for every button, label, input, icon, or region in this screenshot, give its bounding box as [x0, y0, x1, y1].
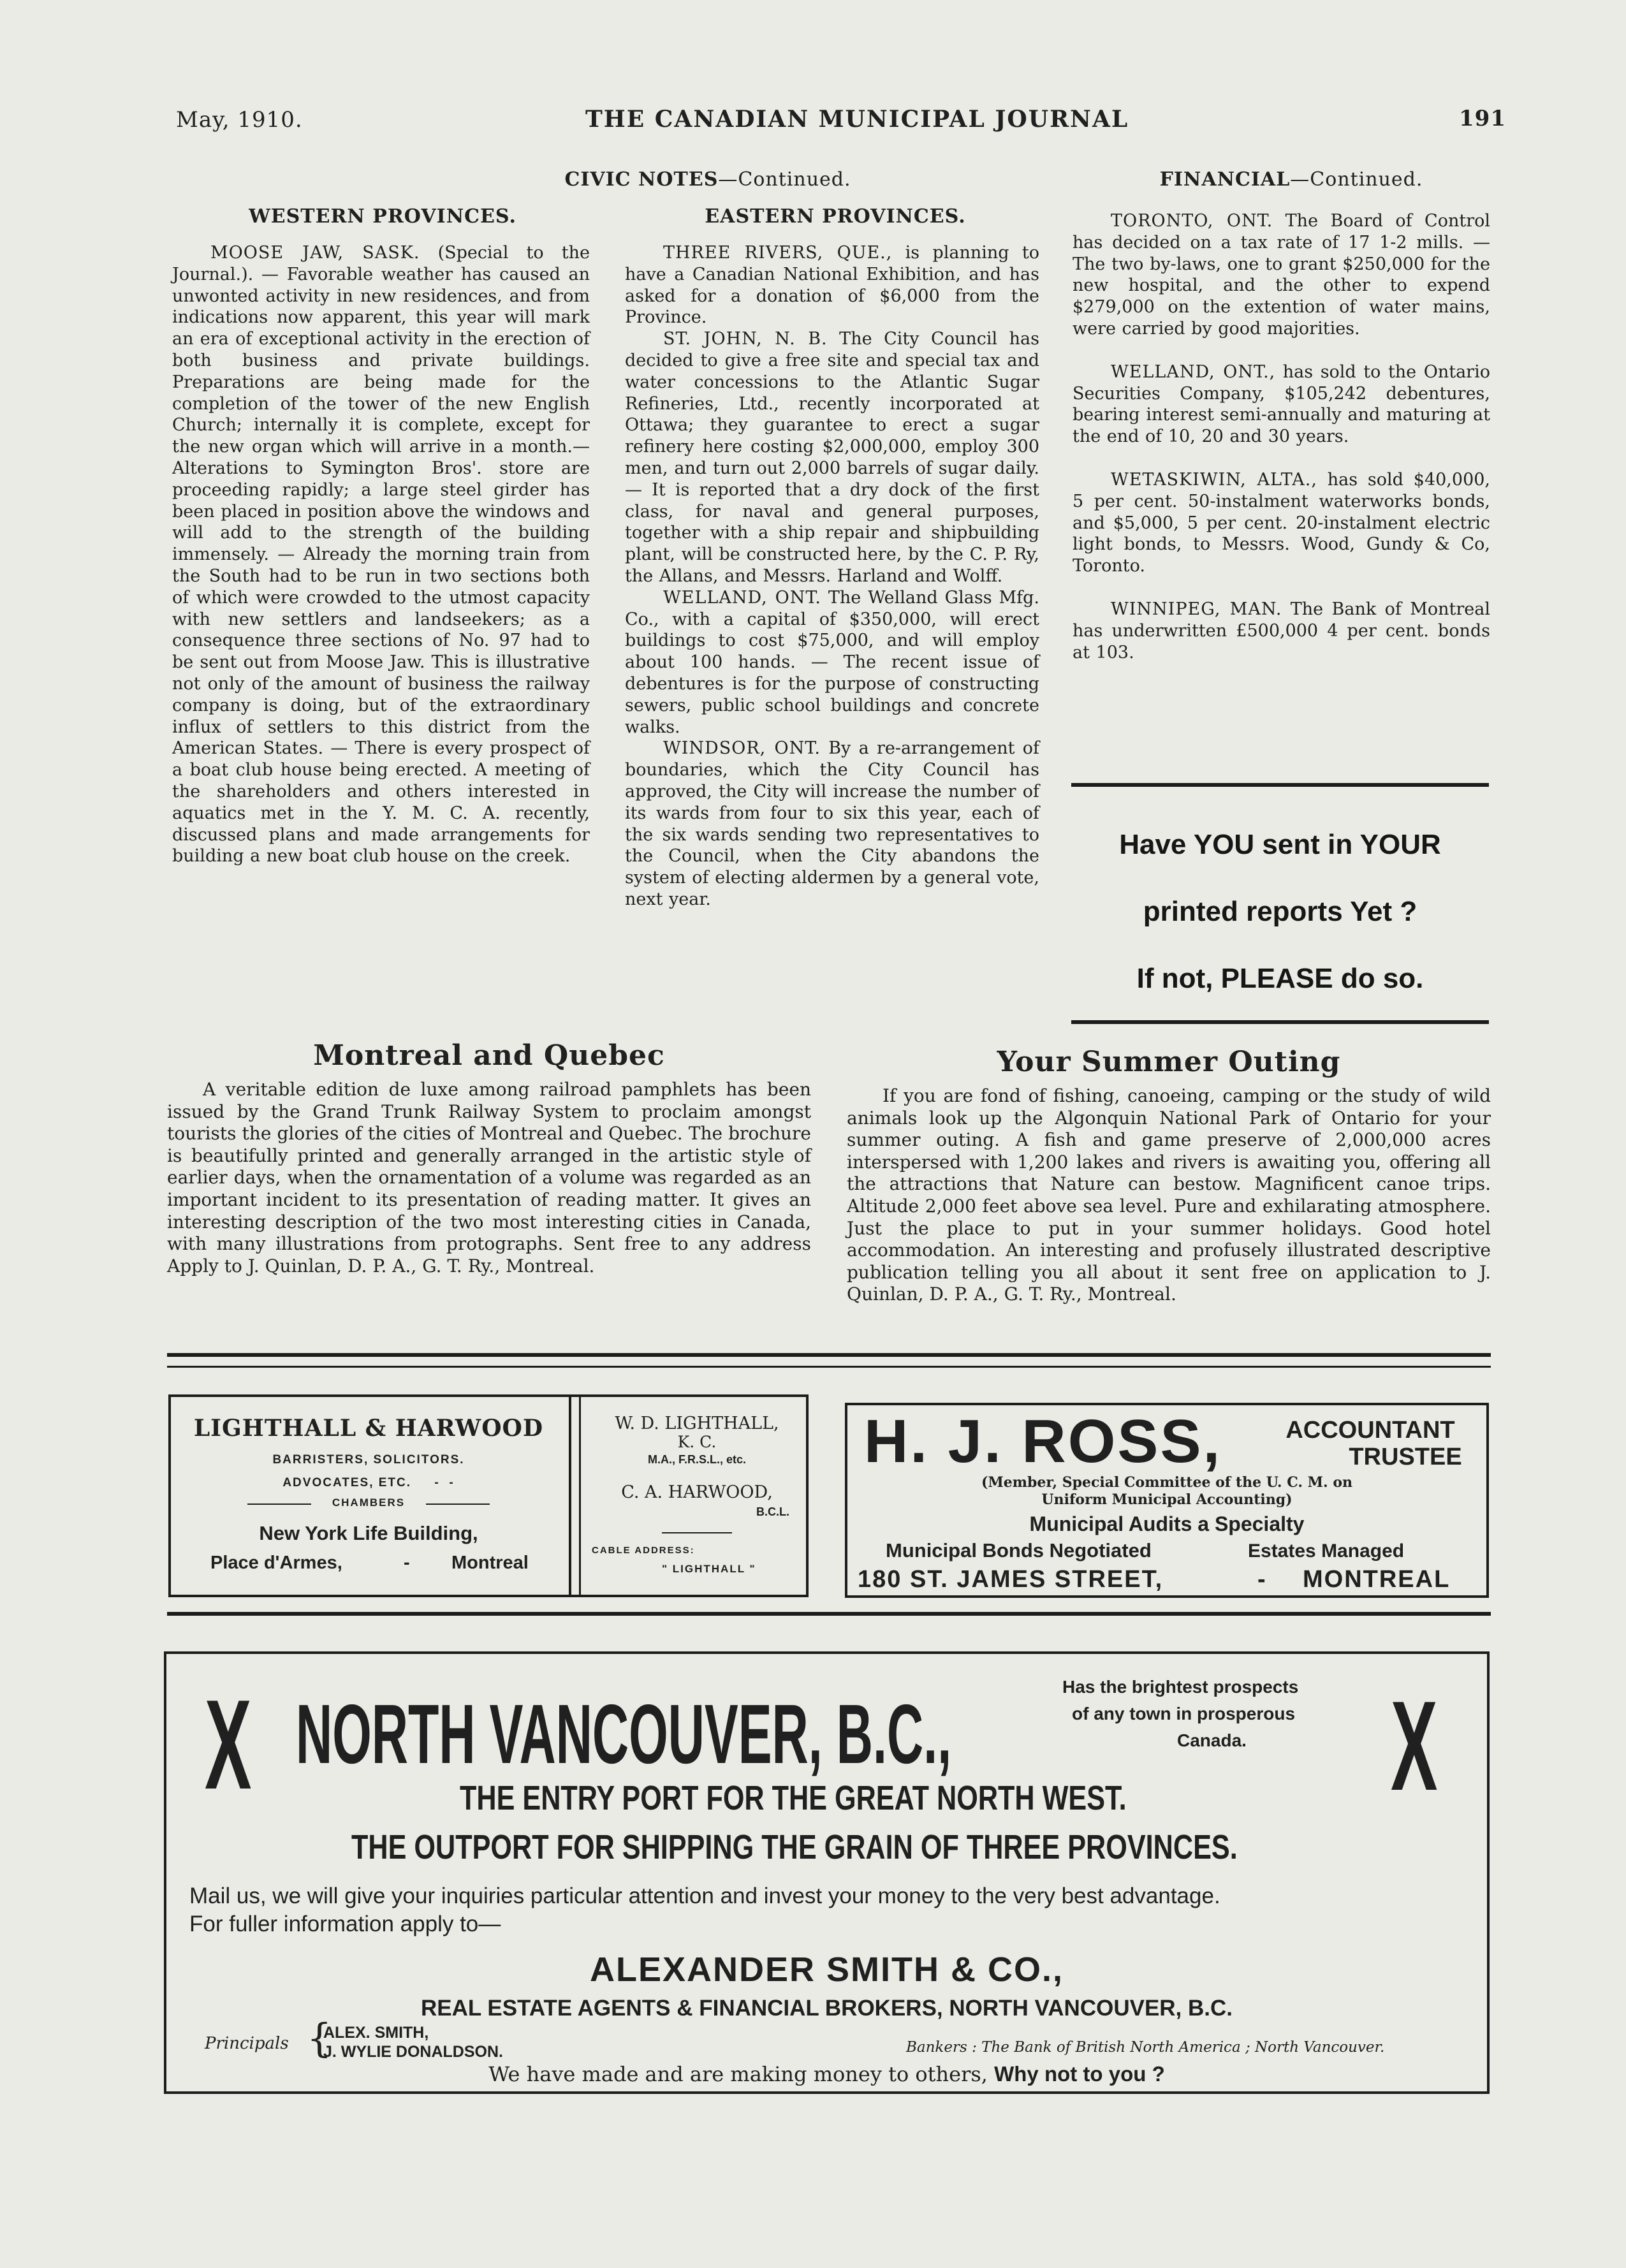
ross-address-dash: -	[1257, 1566, 1266, 1593]
bankers-line: Bankers : The Bank of British North America ; North Vancouver.	[906, 2039, 1385, 2056]
news-text: is planning to have a Canadian National Exhibition, and has asked for a donation of $6,000 from the Province.	[625, 243, 1039, 328]
western-provinces-column	[172, 242, 590, 867]
news-text: has sold to the Ontario Securities Company, $105,242 debentures, bearing interest semi-annually and maturing at the end of 10, 20 and 30 years.	[1073, 362, 1490, 447]
lighthall-harwood-ad	[168, 1394, 809, 1597]
notice-line-3: If not, PLEASE do so.	[1136, 963, 1424, 994]
hj-ross-ad	[845, 1403, 1489, 1598]
chambers-rule-right	[426, 1503, 490, 1505]
closing-line	[166, 2062, 1487, 2086]
company-agents: REAL ESTATE AGENTS & FINANCIAL BROKERS, NORTH VANCOUVER, B.C.	[420, 1996, 1233, 2021]
news-text: The City Council has decided to give a free site and special tax and water concessions to the Atlantic Sugar Refineries, Ltd., recently incorporated at Ottawa; they guarantee to erect a sugar refinery here costing $2,000,000, employ 300 men, and turn out 2,000 barrels of sugar daily.— It is reported that a dry dock of the first class, for naval and general purposes, together with a ship repair and shipbuilding plant, will be constructed here, by the C. P. Ry, the Allans, and Messrs. Harland and Wolff.	[625, 329, 1040, 586]
montreal-quebec-article	[167, 1079, 811, 1277]
ross-title-accountant: ACCOUNTANT	[1285, 1417, 1455, 1444]
news-item	[1073, 210, 1490, 340]
news-place: ST. JOHN, N. B.	[663, 329, 828, 349]
partner1-degrees: M.A., F.R.S.L., etc.	[647, 1453, 747, 1466]
news-item	[1073, 469, 1490, 577]
firm-professions: BARRISTERS, SOLICITORS.	[272, 1453, 465, 1467]
article-text: If you are fond of fishing, canoeing, camping or the study of wild animals look up the Algonquin National Park of Ontario for your summer outing. A fish and game preserve of 2,000,000 acres interspersed with 1,200 lakes and rivers is awaiting you, offering all the attractions that Nature can bestow. Magnificent canoe trips. Altitude 2,000 feet above sea level. Pure and exhilarating atmosphere. Just the place to put in your summer holidays. Good hotel accommodation. An interesting and profusely illustrated descriptive publication telling you all about it sent free on application to J. Quinlan, D. P. A., G. T. Ry., Montreal.	[847, 1085, 1491, 1305]
prospects-line-2: of any town in prosperous	[1072, 1704, 1296, 1723]
news-item	[625, 328, 1039, 587]
vancouver-headline: NORTH VANCOUVER, B.C.,	[296, 1687, 952, 1781]
principals-label: Principals	[205, 2034, 289, 2053]
firm-place: Place d'Armes,	[210, 1553, 342, 1573]
civic-notes-continued: —Continued.	[718, 168, 851, 191]
lighthall-divider-1	[569, 1397, 571, 1595]
partner2-degrees: B.C.L.	[756, 1505, 789, 1518]
chambers-label: CHAMBERS	[332, 1496, 406, 1509]
financial-column	[1073, 210, 1490, 663]
news-item	[625, 587, 1039, 738]
principal-1: ALEX. SMITH,	[323, 2024, 429, 2042]
news-place: WINDSOR, ONT.	[663, 738, 821, 759]
ross-specialty: Municipal Audits a Specialty	[1029, 1512, 1305, 1535]
news-text: The Board of Control has decided on a tax rate of 17 1-2 mills. — The two by-laws, one to grant $250,000 for the new hospital, and the other to expend $279,000 on the extention of water mains, were carried by good majorities.	[1073, 211, 1490, 339]
x-mark-right: X	[1391, 1675, 1438, 1817]
notice-top-rule	[1071, 783, 1489, 787]
firm-place-dash: -	[404, 1553, 410, 1573]
news-place: WETASKIWIN, ALTA.,	[1111, 469, 1317, 490]
ross-estates: Estates Managed	[1248, 1540, 1405, 1562]
north-vancouver-ad	[164, 1651, 1490, 2094]
prospects-line-3: Canada.	[1177, 1730, 1247, 1750]
notice-bottom-rule	[1071, 1020, 1489, 1024]
x-mark-left: X	[205, 1674, 252, 1816]
cable-rule	[662, 1532, 732, 1533]
prospects-line-1: Has the brightest prospects	[1062, 1677, 1299, 1697]
mail-us-text: Mail us, we will give your inquiries particular attention and invest your money to the very best advantage.	[189, 1884, 1220, 1908]
eastern-provinces-column	[625, 242, 1039, 911]
lighthall-divider-2	[579, 1397, 581, 1595]
ads-top-rule	[167, 1353, 1491, 1357]
news-place: WINNIPEG, MAN.	[1111, 599, 1282, 619]
cable-label: CABLE ADDRESS:	[592, 1545, 695, 1556]
western-provinces-heading: WESTERN PROVINCES.	[249, 205, 516, 228]
ross-title-trustee: TRUSTEE	[1349, 1444, 1462, 1470]
news-place: THREE RIVERS, QUE.,	[663, 243, 893, 263]
civic-notes-heading	[357, 168, 1058, 191]
ross-membership: (Member, Special Committee of the U. C. M. on	[981, 1474, 1352, 1491]
page-number: 191	[1459, 106, 1506, 131]
ross-name: H. J. ROSS,	[864, 1407, 1222, 1475]
news-text: has sold $40,000, 5 per cent. 50-instalment waterworks bonds, and $5,000, 5 per cent. 20-instalment electric light bonds, to Messrs. Wood, Gundy & Co, Toronto.	[1073, 469, 1491, 576]
ross-address: 180 ST. JAMES STREET,	[858, 1566, 1164, 1593]
news-text: By a re-arrangement of boundaries, which the City Council has approved, the City will increase the number of its wards from four to six this year, each of the six wards sending two representatives to the Council, when the City abandons the system of electing aldermen by a general vote, next year.	[625, 738, 1039, 909]
closing-question: Why not to you ?	[994, 2062, 1165, 2086]
news-item	[625, 242, 1039, 328]
issue-date: May, 1910.	[176, 107, 303, 133]
civic-notes-title: CIVIC NOTES	[564, 168, 719, 191]
news-place: WELLAND, ONT.	[663, 587, 821, 608]
summer-outing-article	[847, 1085, 1491, 1306]
summer-outing-title: Your Summer Outing	[997, 1046, 1341, 1078]
principals-brace: {	[307, 2015, 332, 2061]
news-item	[625, 738, 1039, 910]
news-text: (Special to the Journal.). — Favorable weather has caused an unwonted activity in new residences, and from indications now apparent, this year will mark an era of exceptional activity in the erection of both business and private buildings. Preparations are being made for the completion of the tower of the new English Church; internally it is complete, except for the new organ which will arrive in a month.—Alterations to Symington Bros'. store are proceeding rapidly; a large steel girder has been placed in position above the windows and will add to the strength of the building immensely. — Already the morning train from the South had to be run in two sections both of which were crowded to the utmost capacity with new settlers and landseekers; as a consequence three sections of No. 97 had to be sent out from Moose Jaw. This is illustrative not only of the amount of business the railway company is doing, but of the extraordinary influx of settlers to this district from the American States. — There is every prospect of a boat club house being erected. A meeting of the shareholders and others interested in aquatics met in the Y. M. C. A. recently, discussed plans and made arrangements for building a new boat club house on the creek.	[172, 243, 590, 867]
ads-top-rule-thin	[167, 1366, 1491, 1368]
financial-title: FINANCIAL	[1159, 168, 1291, 191]
news-text: The Bank of Montreal has underwritten £500,000 4 per cent. bonds at 103.	[1073, 599, 1490, 662]
firm-name: LIGHTHALL & HARWOOD	[193, 1415, 544, 1442]
news-item	[1073, 599, 1490, 663]
ads-middle-rule	[167, 1612, 1491, 1616]
article-text: A veritable edition de luxe among railroad pamphlets has been issued by the Grand Trunk Railway System to proclaim amongst tourists the glories of the cities of Montreal and Quebec. The brochure is beautifully printed and generally arranged in the artistic style of earlier days, when the ornamentation of a volume was regarded as an important incident to its presentation of reading matter. It gives an interesting description of the two most interesting cities in Canada, with many illustrations from protographs. Sent free to any address Apply to J. Quinlan, D. P. A., G. T. Ry., Montreal.	[167, 1079, 811, 1277]
partner2-name: C. A. HARWOOD,	[621, 1482, 773, 1502]
partner1-kc: K. C.	[677, 1433, 717, 1451]
news-place: WELLAND, ONT.,	[1111, 362, 1276, 382]
company-name: ALEXANDER SMITH & CO.,	[589, 1950, 1064, 1989]
financial-continued: —Continued.	[1290, 168, 1423, 191]
notice-line-2: printed reports Yet ?	[1143, 896, 1417, 927]
ross-city: MONTREAL	[1303, 1566, 1451, 1593]
closing-text: We have made and are making money to others,	[488, 2062, 988, 2086]
cable-value: " LIGHTHALL "	[662, 1563, 756, 1575]
notice-line-1: Have YOU sent in YOUR	[1119, 829, 1441, 860]
news-place: TORONTO, ONT.	[1111, 211, 1273, 231]
journal-title: THE CANADIAN MUNICIPAL JOURNAL	[585, 106, 1129, 133]
entry-port-line: THE ENTRY PORT FOR THE GREAT NORTH WEST.	[460, 1779, 1127, 1817]
principal-2: J. WYLIE DONALDSON.	[323, 2043, 503, 2061]
firm-advocates: ADVOCATES, ETC. - -	[282, 1476, 455, 1489]
financial-heading	[1084, 168, 1498, 191]
ross-membership-2: Uniform Municipal Accounting)	[1041, 1491, 1293, 1508]
fuller-info-text: For fuller information apply to—	[189, 1912, 501, 1936]
building-name: New York Life Building,	[259, 1522, 478, 1544]
news-item	[1073, 362, 1490, 448]
outport-line: THE OUTPORT FOR SHIPPING THE GRAIN OF THREE PROVINCES.	[351, 1828, 1238, 1866]
news-text: The Welland Glass Mfg. Co., with a capital of $350,000, will erect buildings to cost $75,000, and will employ about 100 hands. — The recent issue of debentures is for the purpose of constructing sewers, public school buildings and concrete walks.	[625, 587, 1039, 737]
partner1-name: W. D. LIGHTHALL,	[615, 1414, 779, 1433]
firm-city: Montreal	[451, 1553, 529, 1573]
eastern-provinces-heading: EASTERN PROVINCES.	[705, 205, 966, 228]
news-item	[172, 242, 590, 867]
ross-bonds: Municipal Bonds Negotiated	[886, 1539, 1152, 1562]
news-place: MOOSE JAW, SASK.	[210, 243, 420, 263]
montreal-quebec-title: Montreal and Quebec	[313, 1039, 665, 1072]
chambers-rule-left	[247, 1503, 311, 1505]
